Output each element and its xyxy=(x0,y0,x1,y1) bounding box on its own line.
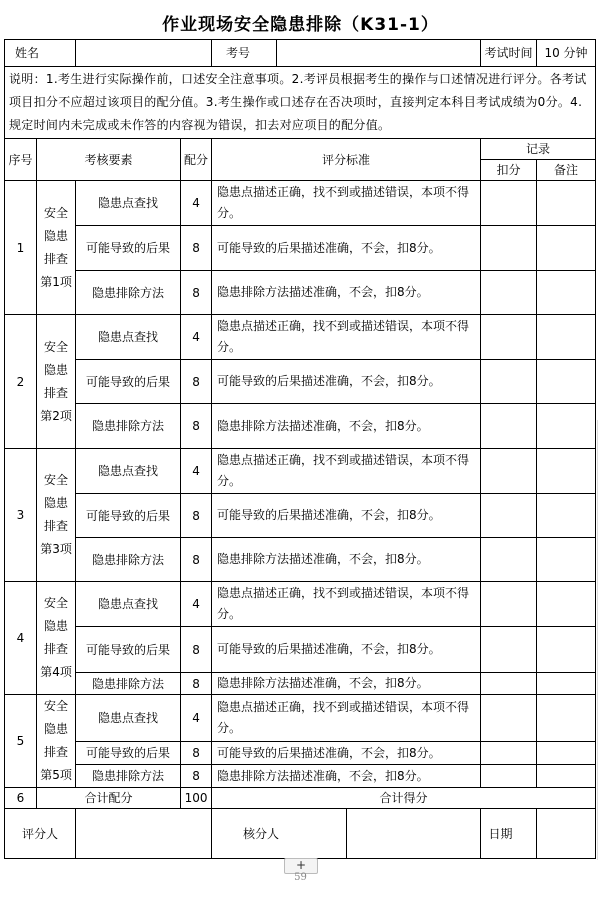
row-points: 4 xyxy=(181,695,212,742)
col-points-header: 配分 xyxy=(181,139,212,181)
table-row xyxy=(5,181,596,226)
row-remark-field[interactable] xyxy=(537,538,596,582)
row-category: 安全隐患排查第4项 xyxy=(37,582,76,695)
row-criteria: 隐患点描述正确，找不到或描述错误，本项不得分。 xyxy=(212,449,481,494)
table-row xyxy=(5,404,596,449)
row-criteria: 隐患排除方法描述准确，不会，扣8分。 xyxy=(212,538,481,582)
date-field[interactable] xyxy=(537,809,596,859)
row-criteria: 隐患点描述正确，找不到或描述错误，本项不得分。 xyxy=(212,695,481,742)
row-criteria: 隐患排除方法描述准确，不会，扣8分。 xyxy=(212,271,481,315)
name-field[interactable] xyxy=(76,40,212,67)
row-deduct-field[interactable] xyxy=(481,494,537,538)
row-category: 安全隐患排查第5项 xyxy=(37,695,76,788)
table-row xyxy=(5,360,596,404)
row-points: 4 xyxy=(181,315,212,360)
row-category: 安全隐患排查第2项 xyxy=(37,315,76,449)
row-points: 4 xyxy=(181,181,212,226)
row-remark-field[interactable] xyxy=(537,627,596,673)
col-remark-header: 备注 xyxy=(537,160,596,181)
row-seq: 3 xyxy=(5,449,37,582)
row-element: 隐患排除方法 xyxy=(76,538,181,582)
checker-label: 核分人 xyxy=(212,809,347,859)
row-deduct-field[interactable] xyxy=(481,673,537,695)
row-points: 8 xyxy=(181,226,212,271)
row-criteria: 隐患点描述正确，找不到或描述错误，本项不得分。 xyxy=(212,315,481,360)
row-criteria: 可能导致的后果描述准确，不会，扣8分。 xyxy=(212,226,481,271)
row-points: 8 xyxy=(181,742,212,765)
table-row xyxy=(5,673,596,695)
row-element: 隐患点查找 xyxy=(76,181,181,226)
table-row xyxy=(5,582,596,627)
row-category: 安全隐患排查第1项 xyxy=(37,181,76,315)
table-row xyxy=(5,494,596,538)
row-element: 隐患排除方法 xyxy=(76,404,181,449)
row-criteria: 隐患排除方法描述准确，不会，扣8分。 xyxy=(212,404,481,449)
total-row xyxy=(5,788,596,809)
column-header-row-1 xyxy=(5,139,596,160)
table-row xyxy=(5,627,596,673)
col-criteria-header: 评分标准 xyxy=(212,139,481,181)
row-points: 4 xyxy=(181,449,212,494)
total-points-value: 100 xyxy=(181,788,212,809)
row-deduct-field[interactable] xyxy=(481,449,537,494)
row-seq: 2 xyxy=(5,315,37,449)
row-points: 8 xyxy=(181,360,212,404)
row-points: 8 xyxy=(181,494,212,538)
total-seq: 6 xyxy=(5,788,37,809)
date-label: 日期 xyxy=(481,809,537,859)
row-remark-field[interactable] xyxy=(537,494,596,538)
row-deduct-field[interactable] xyxy=(481,360,537,404)
exam-time-label: 考试时间 xyxy=(481,40,537,67)
row-criteria: 隐患点描述正确，找不到或描述错误，本项不得分。 xyxy=(212,582,481,627)
note-row xyxy=(5,67,596,139)
page-edge-line xyxy=(597,420,598,860)
row-deduct-field[interactable] xyxy=(481,742,537,765)
row-criteria: 可能导致的后果描述准确，不会，扣8分。 xyxy=(212,742,481,765)
table-row xyxy=(5,538,596,582)
row-deduct-field[interactable] xyxy=(481,695,537,742)
row-deduct-field[interactable] xyxy=(481,181,537,226)
row-category: 安全隐患排查第3项 xyxy=(37,449,76,582)
row-element: 隐患排除方法 xyxy=(76,673,181,695)
table-row xyxy=(5,315,596,360)
row-points: 8 xyxy=(181,271,212,315)
table-row xyxy=(5,449,596,494)
row-remark-field[interactable] xyxy=(537,449,596,494)
row-criteria: 可能导致的后果描述准确，不会，扣8分。 xyxy=(212,360,481,404)
row-seq: 1 xyxy=(5,181,37,315)
row-deduct-field[interactable] xyxy=(481,627,537,673)
row-deduct-field[interactable] xyxy=(481,538,537,582)
assessment-table xyxy=(4,39,596,859)
row-seq: 5 xyxy=(5,695,37,788)
row-element: 可能导致的后果 xyxy=(76,494,181,538)
row-deduct-field[interactable] xyxy=(481,271,537,315)
row-element: 隐患点查找 xyxy=(76,449,181,494)
row-remark-field[interactable] xyxy=(537,271,596,315)
col-seq-header: 序号 xyxy=(5,139,37,181)
page-number: 59 xyxy=(294,872,307,883)
row-criteria: 隐患点描述正确，找不到或描述错误，本项不得分。 xyxy=(212,181,481,226)
row-criteria: 可能导致的后果描述准确，不会，扣8分。 xyxy=(212,494,481,538)
add-page-button[interactable]: + xyxy=(284,858,318,874)
col-element-header: 考核要素 xyxy=(37,139,181,181)
col-deduct-header: 扣分 xyxy=(481,160,537,181)
table-row xyxy=(5,226,596,271)
name-label: 姓名 xyxy=(5,40,76,67)
row-points: 8 xyxy=(181,765,212,788)
row-remark-field[interactable] xyxy=(537,673,596,695)
total-score-label: 合计得分 xyxy=(212,788,596,809)
row-deduct-field[interactable] xyxy=(481,765,537,788)
signature-row xyxy=(5,809,596,859)
document-title: 作业现场安全隐患排除（K31-1） xyxy=(162,15,439,35)
table-row xyxy=(5,765,596,788)
row-deduct-field[interactable] xyxy=(481,582,537,627)
row-remark-field[interactable] xyxy=(537,181,596,226)
row-remark-field[interactable] xyxy=(537,315,596,360)
row-element: 隐患点查找 xyxy=(76,315,181,360)
header-info-row xyxy=(5,40,596,67)
row-element: 隐患排除方法 xyxy=(76,271,181,315)
row-remark-field[interactable] xyxy=(537,582,596,627)
row-remark-field[interactable] xyxy=(537,742,596,765)
row-element: 可能导致的后果 xyxy=(76,627,181,673)
row-points: 4 xyxy=(181,582,212,627)
table-row xyxy=(5,695,596,742)
row-remark-field[interactable] xyxy=(537,226,596,271)
total-points-label: 合计配分 xyxy=(37,788,181,809)
row-criteria: 隐患排除方法描述准确，不会，扣8分。 xyxy=(212,673,481,695)
exam-time-value: 10 分钟 xyxy=(537,40,596,67)
table-row xyxy=(5,742,596,765)
row-element: 可能导致的后果 xyxy=(76,742,181,765)
row-element: 隐患点查找 xyxy=(76,582,181,627)
table-row xyxy=(5,271,596,315)
row-points: 8 xyxy=(181,627,212,673)
row-element: 隐患排除方法 xyxy=(76,765,181,788)
row-remark-field[interactable] xyxy=(537,404,596,449)
checker-field[interactable] xyxy=(347,809,481,859)
row-element: 可能导致的后果 xyxy=(76,226,181,271)
row-seq: 4 xyxy=(5,582,37,695)
scorer-field[interactable] xyxy=(76,809,212,859)
row-remark-field[interactable] xyxy=(537,695,596,742)
row-remark-field[interactable] xyxy=(537,765,596,788)
scorer-label: 评分人 xyxy=(5,809,76,859)
row-element: 可能导致的后果 xyxy=(76,360,181,404)
row-criteria: 可能导致的后果描述准确，不会，扣8分。 xyxy=(212,627,481,673)
row-remark-field[interactable] xyxy=(537,360,596,404)
row-points: 8 xyxy=(181,673,212,695)
row-points: 8 xyxy=(181,538,212,582)
row-criteria: 隐患排除方法描述准确，不会，扣8分。 xyxy=(212,765,481,788)
instructions-note: 说明：1.考生进行实际操作前，口述安全注意事项。2.考评员根据考生的操作与口述情况进行评分。各考试项目扣分不应超过该项目的配分值。3.考生操作或口述存在否决项时，直接判定本科目考试成绩为0分。4.规定时间内未完成或未作答的内容视为错误，扣去对应项目的配分值。 xyxy=(5,67,596,139)
row-deduct-field[interactable] xyxy=(481,315,537,360)
row-deduct-field[interactable] xyxy=(481,226,537,271)
col-record-header: 记录 xyxy=(481,139,596,160)
exam-no-label: 考号 xyxy=(212,40,277,67)
exam-no-field[interactable] xyxy=(277,40,481,67)
row-element: 隐患点查找 xyxy=(76,695,181,742)
row-points: 8 xyxy=(181,404,212,449)
row-deduct-field[interactable] xyxy=(481,404,537,449)
